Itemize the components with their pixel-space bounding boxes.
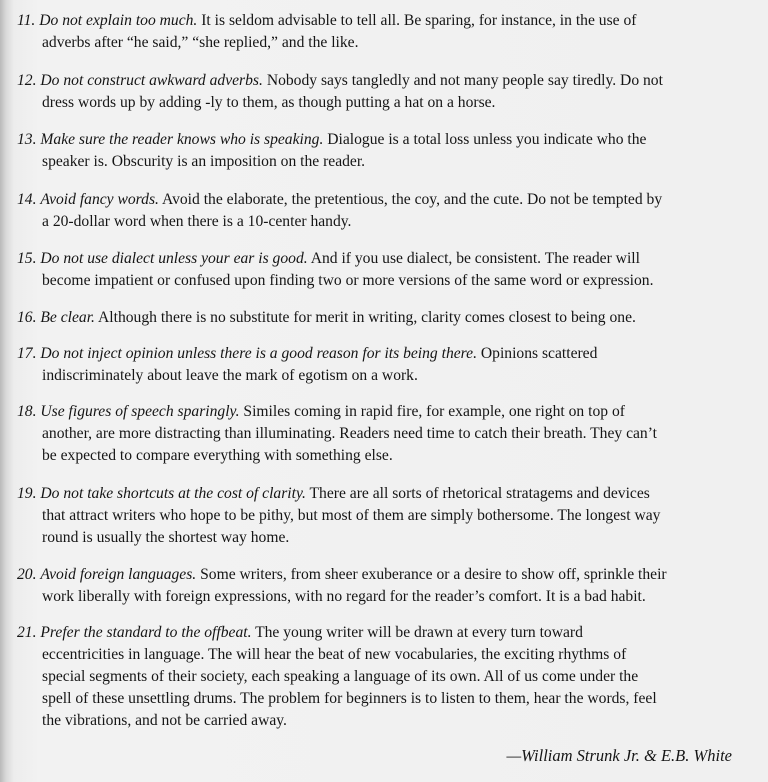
rule-text: Similes coming in rapid fire, for example, one right on top of <box>243 403 625 420</box>
rule-14 <box>17 189 737 233</box>
rule-line: a 20-dollar word when there is a 10-center handy. <box>42 213 352 230</box>
attribution: —William Strunk Jr. & E.B. White <box>506 746 732 765</box>
rule-21 <box>17 622 737 732</box>
rule-17 <box>17 343 737 387</box>
rule-number: 14. <box>17 191 37 208</box>
rule-line: the vibrations, and not be carried away. <box>42 712 287 729</box>
rule-text: Nobody says tangledly and not many people say tiredly. Do not <box>266 72 663 89</box>
rule-number: 11. <box>17 12 36 29</box>
rule-number: 20. <box>17 566 37 583</box>
rule-lead: Do not use dialect unless your ear is good. <box>40 250 308 267</box>
rule-lead: Do not explain too much. <box>39 12 198 29</box>
rule-line: eccentricities in language. The will hear the beat of new vocabularies, the exciting rhythms of <box>42 646 627 663</box>
rule-lead: Avoid fancy words. <box>40 191 159 208</box>
rule-lead: Do not inject opinion unless there is a good reason for its being there. <box>40 345 477 362</box>
rule-text: The young writer will be drawn at every turn toward <box>255 624 583 641</box>
rule-line: speaker is. Obscurity is an imposition on the reader. <box>42 153 366 170</box>
rule-16 <box>17 307 737 329</box>
rule-line: adverbs after “he said,” “she replied,” and the like. <box>42 34 359 51</box>
rule-line: dress words up by adding -ly to them, as though putting a hat on a horse. <box>42 94 496 111</box>
rule-text: Dialogue is a total loss unless you indicate who the <box>327 131 647 148</box>
rule-text: Although there is no substitute for merit in writing, clarity comes closest to being one. <box>98 309 636 326</box>
rule-18 <box>17 401 737 467</box>
rule-number: 21. <box>17 624 37 641</box>
rule-number: 17. <box>17 345 37 362</box>
rule-number: 19. <box>17 485 37 502</box>
rule-lead: Do not construct awkward adverbs. <box>40 72 263 89</box>
rule-line: indiscriminately about leave the mark of egotism on a work. <box>42 367 418 384</box>
rule-line: round is usually the shortest way home. <box>42 529 290 546</box>
rule-lead: Use figures of speech sparingly. <box>40 403 240 420</box>
rule-15 <box>17 248 737 292</box>
rule-line: work liberally with foreign expressions, with no regard for the reader’s comfort. It is a bad habit. <box>42 588 646 605</box>
rule-line: become impatient or confused upon finding two or more versions of the same word or expression. <box>42 272 654 289</box>
rule-11 <box>17 10 737 54</box>
rule-number: 15. <box>17 250 37 267</box>
rule-number: 18. <box>17 403 37 420</box>
rule-20 <box>17 564 737 608</box>
rule-line: that attract writers who hope to be pithy, but most of them are simply bothersome. The longest way <box>42 507 661 524</box>
rule-text: There are all sorts of rhetorical stratagems and devices <box>309 485 650 502</box>
rule-line: another, are more distracting than illuminating. Readers need time to catch their breath. They can’t <box>42 425 657 442</box>
rule-13 <box>17 129 737 173</box>
rule-lead: Prefer the standard to the offbeat. <box>40 624 252 641</box>
rule-text: Opinions scattered <box>480 345 598 362</box>
rule-text: Some writers, from sheer exuberance or a desire to show off, sprinkle their <box>200 566 667 583</box>
rule-line: be expected to compare everything with something else. <box>42 447 393 464</box>
rule-lead: Make sure the reader knows who is speaking. <box>40 131 324 148</box>
rule-number: 13. <box>17 131 37 148</box>
rule-line: special segments of their society, each speaking a language of its own. All of us come under the <box>42 668 639 685</box>
rule-text: Avoid the elaborate, the pretentious, the coy, and the cute. Do not be tempted by <box>161 191 663 208</box>
rule-19 <box>17 483 737 549</box>
rule-lead: Be clear. <box>40 309 95 326</box>
rule-text: It is seldom advisable to tell all. Be sparing, for instance, in the use of <box>201 12 637 29</box>
rule-number: 12. <box>17 72 37 89</box>
rule-lead: Do not take shortcuts at the cost of clarity. <box>40 485 306 502</box>
rule-text: And if you use dialect, be consistent. The reader will <box>310 250 640 267</box>
rule-12 <box>17 70 737 114</box>
rule-number: 16. <box>17 309 37 326</box>
rule-line: spell of these unsettling drums. The problem for beginners is to listen to them, hear the words, feel <box>42 690 657 707</box>
rule-lead: Avoid foreign languages. <box>40 566 197 583</box>
